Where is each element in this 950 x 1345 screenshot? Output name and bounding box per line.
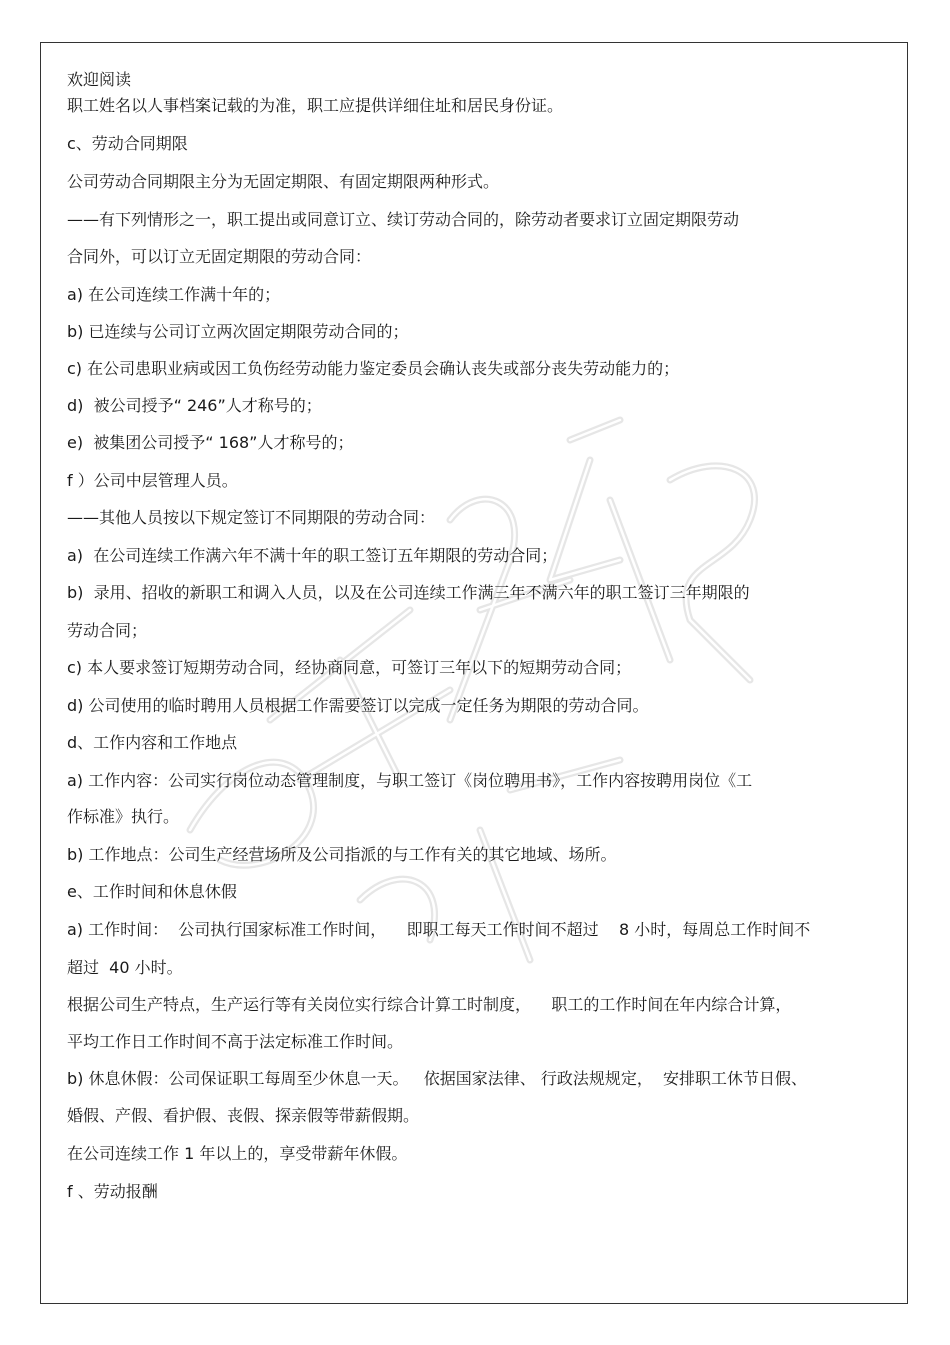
- text-line: 平均工作日工作时间不高于法定标准工作时间。: [67, 1032, 404, 1051]
- text-line: ——其他人员按以下规定签订不同期限的劳动合同：: [67, 508, 436, 527]
- text-line: 合同外，可以订立无固定期限的劳动合同：: [67, 247, 372, 266]
- section-heading: e、工作时间和休息休假: [67, 882, 237, 901]
- text-line: a) 在公司连续工作满六年不满十年的职工签订五年期限的劳动合同；: [67, 546, 558, 565]
- text-line: 公司劳动合同期限主分为无固定期限、有固定期限两种形式。: [67, 172, 500, 191]
- document-header: 欢迎阅读: [67, 70, 132, 89]
- text-line: 劳动合同；: [67, 621, 148, 640]
- text-line: ——有下列情形之一，职工提出或同意订立、续订劳动合同的，除劳动者要求订立固定期限劳动: [67, 210, 740, 229]
- text-line: a) 在公司连续工作满十年的；: [67, 285, 281, 304]
- text-line: a) 工作内容：公司实行岗位动态管理制度，与职工签订《岗位聘用书》，工作内容按聘用岗位《工: [67, 771, 753, 790]
- text-line: 婚假、产假、看护假、丧假、探亲假等带薪假期。: [67, 1106, 420, 1125]
- text-line: 职工姓名以人事档案记载的为准，职工应提供详细住址和居民身份证。: [67, 96, 564, 115]
- text-line: 根据公司生产特点，生产运行等有关岗位实行综合计算工时制度， 职工的工作时间在年内综合计算，: [67, 995, 792, 1014]
- text-line: b) 录用、招收的新职工和调入人员，以及在公司连续工作满三年不满六年的职工签订三年期限的: [67, 583, 750, 602]
- section-heading: d、工作内容和工作地点: [67, 733, 238, 752]
- text-line: b) 休息休假：公司保证职工每周至少休息一天。 依据国家法律、 行政法规规定， 安排职工休节日假、: [67, 1069, 808, 1088]
- text-line: 超过 40 小时。: [67, 958, 183, 977]
- text-line: 作标准》执行。: [67, 807, 180, 826]
- text-line: 在公司连续工作 1 年以上的，享受带薪年休假。: [67, 1144, 408, 1163]
- text-line: f ）公司中层管理人员。: [67, 471, 238, 490]
- text-line: c) 本人要求签订短期劳动合同，经协商同意，可签订三年以下的短期劳动合同；: [67, 658, 632, 677]
- section-heading: f 、劳动报酬: [67, 1182, 158, 1201]
- text-line: d) 被公司授予“ 246”人才称号的；: [67, 396, 322, 415]
- text-line: c) 在公司患职业病或因工负伤经劳动能力鉴定委员会确认丧失或部分丧失劳动能力的；: [67, 359, 680, 378]
- text-line: e) 被集团公司授予“ 168”人才称号的；: [67, 433, 354, 452]
- text-line: d) 公司使用的临时聘用人员根据工作需要签订以完成一定任务为期限的劳动合同。: [67, 696, 649, 715]
- text-line: a) 工作时间： 公司执行国家标准工作时间， 即职工每天工作时间不超过 8 小时，每周总工作时间不: [67, 920, 811, 939]
- text-line: b) 工作地点：公司生产经营场所及公司指派的与工作有关的其它地域、场所。: [67, 845, 617, 864]
- text-line: b) 已连续与公司订立两次固定期限劳动合同的；: [67, 322, 409, 341]
- section-heading: c、劳动合同期限: [67, 134, 188, 153]
